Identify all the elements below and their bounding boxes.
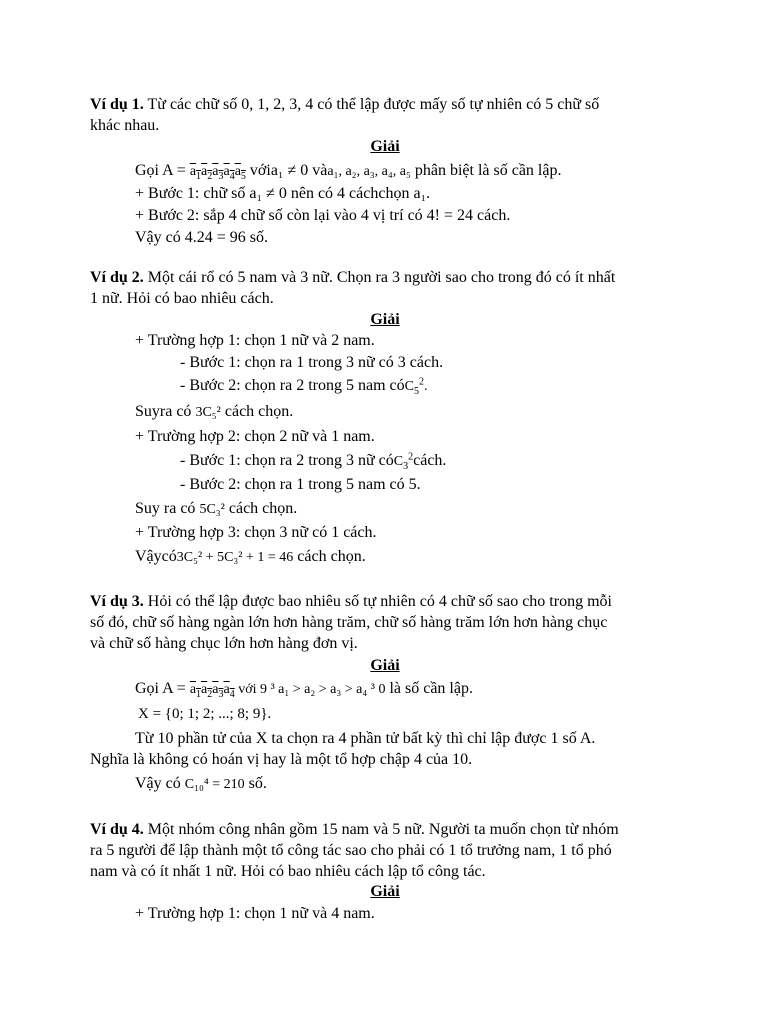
- ex2-total-post: cách chọn.: [293, 548, 366, 565]
- ex1-line3: + Bước 2: sắp 4 chữ số còn lại vào 4 vị trí có 4! = 24 cách.: [135, 207, 511, 224]
- ex2-case1-step1: - Bước 1: chọn ra 1 trong 3 nữ có 3 cách.: [180, 354, 444, 371]
- ex2-case2-step1: [180, 450, 446, 473]
- ex1-title-text: Từ các chữ số 0, 1, 2, 3, 4 có thể lập được mấy số tự nhiên có 5 chữ số: [143, 96, 600, 113]
- ex3-l1-mid: với 9 ³ a₁ > a₂ > a₃ > a₄ ³ 0: [234, 682, 386, 697]
- ex1-line2: + Bước 1: chữ số a₁ ≠ 0 nên có 4 cáchchọn a₁.: [135, 185, 431, 202]
- ex2-c2s1-post: cách.: [413, 452, 447, 469]
- ex3-res-pre: Vậy có: [135, 775, 185, 792]
- ex1-title-line1: [90, 94, 599, 116]
- ex1-line1: [135, 160, 561, 183]
- ex2-case2-step2: - Bước 2: chọn ra 1 trong 5 nam có 5.: [180, 476, 421, 493]
- ex2-r1-expr: 3C₅²: [195, 405, 221, 420]
- ex3-para2: Nghĩa là không có hoán vị hay là một tổ hợp chập 4 của 10.: [90, 751, 473, 768]
- ex4-title-line2: ra 5 người để lập thành một tổ công tác sao cho phải có 1 tổ trưởng nam, 1 tổ phó: [90, 842, 612, 859]
- ex3-solution-heading: Giải: [370, 657, 400, 674]
- ex2-c2s1-expr: $C_3^2$: [393, 451, 414, 472]
- ex1-l1-vars: a₁, a₂, a₃, a₄, a₅: [327, 164, 411, 179]
- ex3-line1: [135, 678, 473, 701]
- ex4-title-line1: [90, 819, 619, 841]
- ex4-label: Ví dụ 4.: [90, 821, 144, 838]
- ex3-set-x: X = {0; 1; 2; ...; 8; 9}.: [138, 706, 272, 722]
- ex3-para1: Từ 10 phần tử của X ta chọn ra 4 phần tử bất kỳ thì chỉ lập được 1 số A.: [135, 730, 596, 747]
- ex3-title-line2: số đó, chữ số hàng ngàn lớn hơn hàng trăm, chữ số hàng trăm lớn hơn hàng chục: [90, 614, 608, 631]
- ex1-title-line2: khác nhau.: [90, 117, 160, 134]
- ex3-title-text: Hỏi có thể lập được bao nhiêu số tự nhiên có 4 chữ số sao cho trong mỗi: [143, 593, 612, 610]
- ex4-case1: + Trường hợp 1: chọn 1 nữ và 4 nam.: [135, 905, 375, 922]
- ex2-total: [135, 546, 366, 569]
- ex2-c1s2-text: - Bước 2: chọn ra 2 trong 5 nam có: [180, 377, 405, 394]
- ex2-result1: [135, 401, 293, 424]
- ex3-l1-post: là số cần lập.: [385, 680, 473, 697]
- ex3-number-a: $a_1a_2a_3a_4$: [189, 682, 235, 700]
- ex1-l1-mid: với: [245, 162, 271, 179]
- ex1-l1-post: phân biệt là số cần lập.: [410, 162, 562, 179]
- ex1-l1-cond: a₁ ≠ 0 và: [270, 162, 328, 179]
- ex2-solution-heading: Giải: [370, 311, 400, 328]
- ex2-r1-pre: Suyra có: [135, 403, 196, 420]
- ex2-r2-pre: Suy ra có: [135, 500, 200, 517]
- ex2-r2-expr: 5C₃²: [199, 502, 225, 517]
- ex1-number-a: $a_1a_2a_3a_4a_5$: [189, 164, 246, 182]
- ex2-total-pre: Vậycó: [135, 548, 177, 565]
- ex2-case2: + Trường hợp 2: chọn 2 nữ và 1 nam.: [135, 428, 375, 445]
- ex3-label: Ví dụ 3.: [90, 593, 144, 610]
- ex3-res-post: số.: [244, 775, 267, 792]
- ex2-title-line1: [90, 267, 615, 289]
- ex4-title-text: Một nhóm công nhân gồm 15 nam và 5 nữ. Người ta muốn chọn từ nhóm: [143, 821, 619, 838]
- ex2-case3: + Trường hợp 3: chọn 3 nữ có 1 cách.: [135, 524, 377, 541]
- ex4-solution-heading: Giải: [370, 883, 400, 900]
- ex2-r2-post: cách chọn.: [224, 500, 298, 517]
- ex2-result2: [135, 498, 297, 521]
- ex2-label: Ví dụ 2.: [90, 269, 144, 286]
- ex1-l1-pre: Gọi A =: [135, 162, 190, 179]
- ex1-line4: Vậy có 4.24 = 96 số.: [135, 229, 269, 246]
- ex2-total-expr: 3C₅² + 5C₃² + 1 = 46: [176, 550, 294, 565]
- ex3-title-line3: và chữ số hàng chục lớn hơn hàng đơn vị.: [90, 635, 358, 652]
- ex2-case1-step2: [180, 375, 427, 398]
- ex2-r1-post: cách chọn.: [220, 403, 294, 420]
- ex1-solution-heading: Giải: [370, 138, 400, 155]
- ex3-result: [135, 773, 267, 796]
- ex2-c2s1-text: - Bước 1: chọn ra 2 trong 3 nữ có: [180, 452, 394, 469]
- ex2-c1s2-expr: $C_5^2$.: [404, 376, 428, 397]
- ex3-l1-pre: Gọi A =: [135, 680, 190, 697]
- ex2-case1: + Trường hợp 1: chọn 1 nữ và 2 nam.: [135, 332, 375, 349]
- ex3-res-expr: C₁₀⁴ = 210: [184, 777, 245, 792]
- ex2-title-line2: 1 nữ. Hỏi có bao nhiêu cách.: [90, 290, 274, 307]
- ex4-title-line3: nam và có ít nhất 1 nữ. Hỏi có bao nhiêu cách lập tổ công tác.: [90, 863, 486, 880]
- ex1-label: Ví dụ 1.: [90, 96, 144, 113]
- ex2-title-text: Một cái rổ có 5 nam và 3 nữ. Chọn ra 3 người sao cho trong đó có ít nhất: [143, 269, 616, 286]
- ex3-title-line1: [90, 591, 612, 613]
